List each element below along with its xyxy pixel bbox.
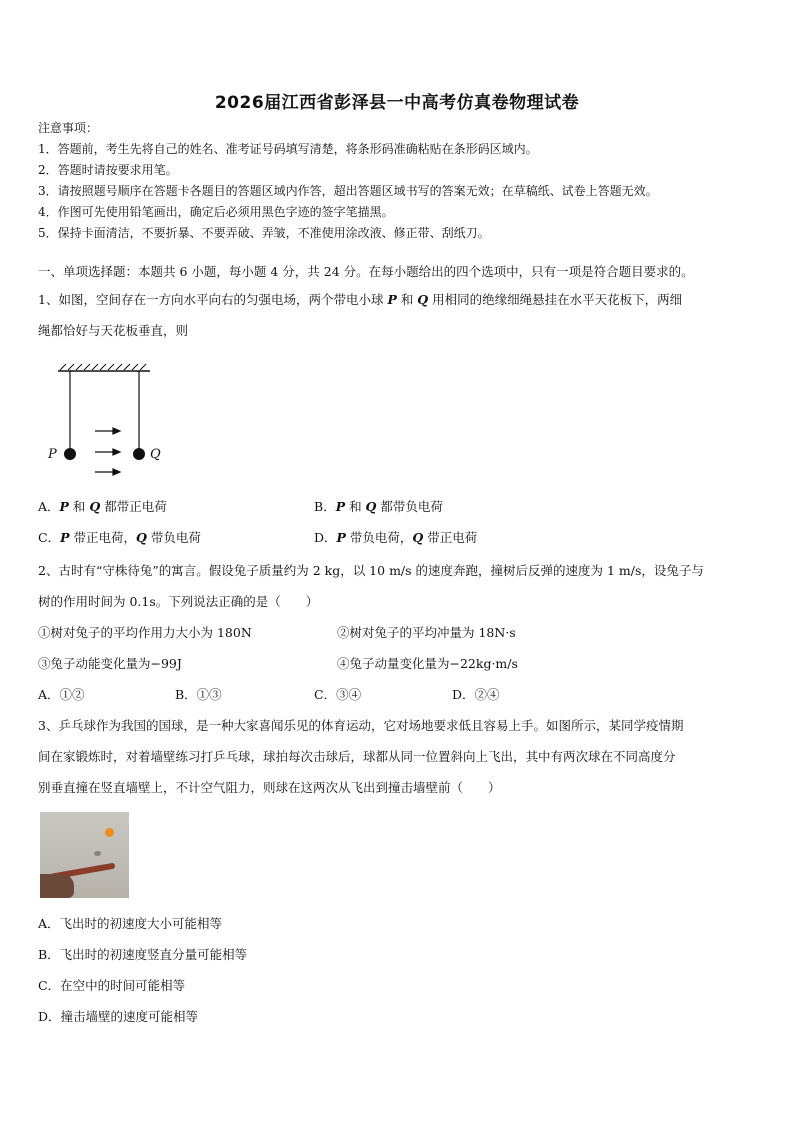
q1-option-d[interactable] [314,530,477,546]
q2-statement-4: ④兔子动量变化量为−22kg·m/s [337,656,518,671]
notice-item: 2．答题时请按要求用笔。 [38,163,178,177]
hand [40,874,74,898]
q2-statement-3: ③兔子动能变化量为−99J [38,656,182,671]
q1-var-q: Q [417,292,429,307]
q1-text: 用相同的绝缘细绳悬挂在水平天花板下，两细 [428,292,683,307]
q1-text: 1、如图，空间存在一方向水平向右的匀强电场，两个带电小球 [38,292,388,307]
ceiling-hatch [60,364,146,370]
notice-item: 4．作图可先使用铅笔画出，确定后必须用黑色字迹的签字笔描黑。 [38,205,394,219]
q2-option-c[interactable]: C．③④ [314,687,362,702]
var: P [336,530,346,545]
notice-heading: 注意事项： [38,121,99,135]
var: Q [89,499,101,514]
q1-var-p: P [387,292,397,307]
notice-item: 1．答题前，考生先将自己的姓名、准考证号码填写清楚，将条形码准确粘贴在条形码区域内。 [38,142,538,156]
var: Q [412,530,424,545]
var: P [335,499,346,514]
ping-pong-ball [105,828,114,837]
var: Q [135,530,147,545]
q3-stem-line3: 别垂直撞在竖直墙壁上，不计空气阻力，则球在这两次从飞出到撞击墙壁前（ ） [38,780,501,795]
page-title: 2026届江西省彭泽县一中高考仿真卷物理试卷 [214,93,580,113]
option-text: 带负电荷， [345,530,413,545]
field-arrows [95,428,120,475]
q3-option-c[interactable]: C．在空中的时间可能相等 [38,978,186,993]
option-text: 和 [68,499,90,514]
q3-option-d[interactable]: D．撞击墙壁的速度可能相等 [38,1009,199,1024]
option-text: 带正电荷， [69,530,136,545]
q1-option-a[interactable] [38,499,167,515]
q1-option-b[interactable] [314,499,443,515]
q2-statement-2: ②树对兔子的平均冲量为 18N·s [337,625,516,640]
q2-option-d[interactable]: D．②④ [452,687,500,702]
section-heading: 一、单项选择题：本题共 6 小题，每小题 4 分，共 24 分。在每小题给出的四个选项中，只有一项是符合题目要求的。 [38,264,694,279]
q1-option-c[interactable] [38,530,201,546]
q1-stem-line1 [38,292,682,308]
q2-stem-line1: 2、古时有“守株待兔”的寓言。假设兔子质量约为 2 kg，以 10 m/s 的速度奔跑，撞树后反弹的速度为 1 m/s，设兔子与 [38,563,704,578]
option-letter: B． [314,499,336,514]
q2-statement-1: ①树对兔子的平均作用力大小为 180N [38,625,252,640]
notice-item: 5．保持卡面清洁，不要折暴、不要弄破、弄皱，不准使用涂改液、修正带、刮纸刀。 [38,226,490,240]
q2-option-a[interactable]: A．①② [38,687,85,702]
var: Q [365,499,377,514]
notice-item: 3．请按照题号顺序在答题卡各题目的答题区域内作答，超出答题区域书写的答案无效；在草稿纸、试卷上答题无效。 [38,184,658,198]
q3-option-a[interactable]: A．飞出时的初速度大小可能相等 [38,916,223,931]
label-q: Q [150,447,161,462]
q3-stem-line2: 间在家锻炼时，对着墙壁练习打乒乓球，球拍每次击球后，球都从同一位置斜向上飞出，其中有两次球在不同高度分 [38,749,676,764]
ball-shadow [94,851,101,856]
option-text: 带负电荷 [146,530,201,545]
q1-text: 和 [396,292,418,307]
q1-diagram [40,355,170,480]
var: P [60,530,70,545]
option-text: 都带负电荷 [376,499,443,514]
ball-p [64,448,76,460]
q1-stem-line2: 绳都恰好与天花板垂直，则 [38,323,189,338]
label-p: P [48,447,57,462]
option-text: 和 [345,499,366,514]
ping-pong-photo [40,812,129,898]
var: P [59,499,69,514]
option-text: 都带正电荷 [100,499,167,514]
option-letter: D． [314,530,337,545]
option-letter: C． [38,530,61,545]
q2-stem-line2: 树的作用时间为 0.1s。下列说法正确的是（ ） [38,594,319,609]
option-letter: A． [38,499,60,514]
q2-option-b[interactable]: B．①③ [175,687,222,702]
ball-q [133,448,145,460]
option-text: 带正电荷 [423,530,478,545]
q3-option-b[interactable]: B．飞出时的初速度竖直分量可能相等 [38,947,248,962]
q3-stem-line1: 3、乒乓球作为我国的国球，是一种大家喜闻乐见的体育运动，它对场地要求低且容易上手。如图所示，某同学疫情期 [38,718,684,733]
